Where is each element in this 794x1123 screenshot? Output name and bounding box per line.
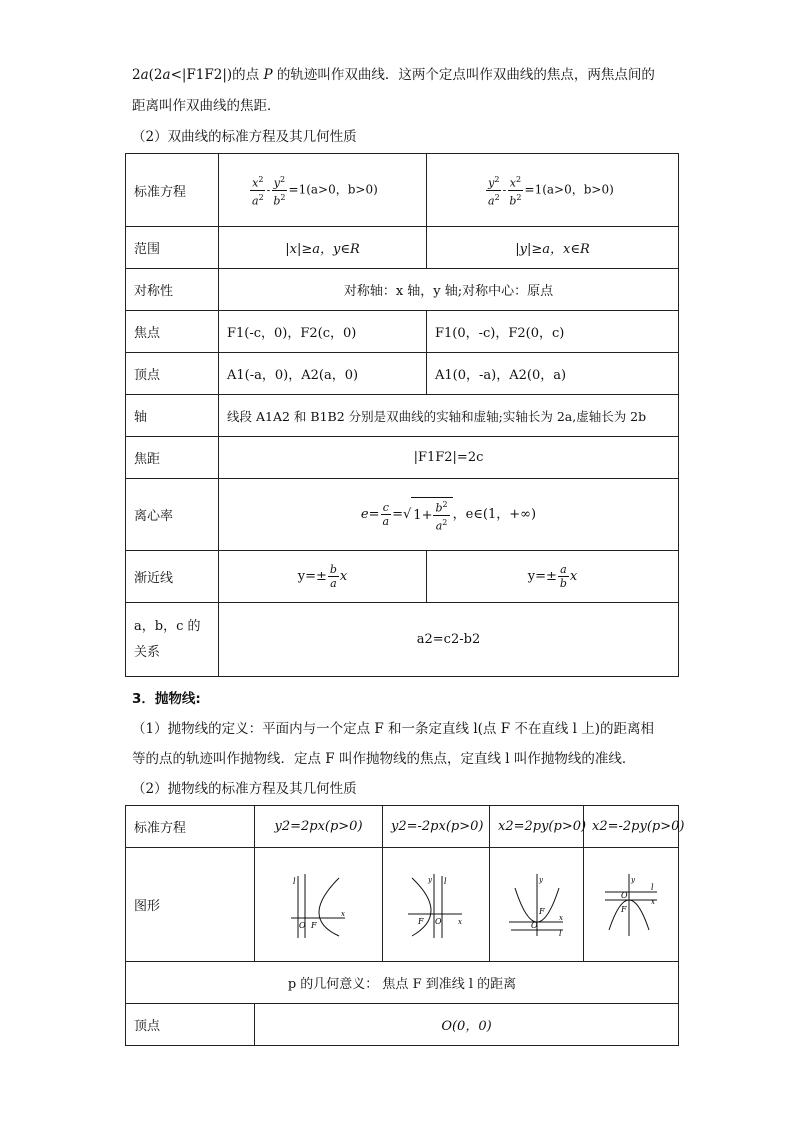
svg-text:F: F	[310, 920, 317, 930]
table-row	[126, 1004, 679, 1046]
row-label: 焦点	[126, 311, 219, 353]
svg-text:O: O	[435, 916, 442, 926]
row-label: 离心率	[126, 479, 219, 551]
svg-text:O: O	[530, 920, 538, 930]
row-label: 范围	[126, 227, 219, 269]
table-row	[126, 311, 679, 353]
symmetry-value: 对称轴：x 轴，y 轴;对称中心：原点	[219, 269, 679, 311]
foci-horizontal: F1(-c，0)，F2(c，0)	[219, 311, 427, 353]
table-row	[126, 353, 679, 395]
asymptote-horizontal: y=± $\frac{b}{a}$ x	[219, 551, 427, 603]
foci-vertical: F1(0，-c)，F2(0，c)	[427, 311, 679, 353]
vertices-horizontal: A1(-a，0)，A2(a，0)	[219, 353, 427, 395]
parabola-def-line-2: 等的点的轨迹叫作抛物线．定点 F 叫作抛物线的焦点，定直线 l 叫作抛物线的准线．	[132, 751, 636, 767]
table-row	[126, 437, 679, 479]
parabola-eq-up: x2=2py(p>0)	[490, 806, 584, 848]
svg-text:x: x	[558, 913, 563, 922]
table-row	[126, 269, 679, 311]
table-row	[126, 154, 679, 227]
svg-text:O: O	[298, 920, 306, 930]
svg-text:y: y	[631, 875, 635, 884]
axis-value: 线段 A1A2 和 B1B2 分别是双曲线的实轴和虚轴;实轴长为 2a,虚轴长为 2b	[219, 395, 679, 437]
parabola-eq-right: y2=2px(p>0)	[255, 806, 383, 848]
row-label: a，b，c 的关系	[126, 603, 219, 677]
vertex-value: O(0，0)	[255, 1004, 679, 1046]
range-horizontal: |x|≥a，y∈R	[219, 227, 427, 269]
parabola-title: 3．抛物线:	[132, 691, 201, 707]
row-label: 对称性	[126, 269, 219, 311]
parabola-figure-down	[584, 848, 679, 962]
svg-text:x: x	[458, 917, 462, 926]
svg-text:l: l	[292, 876, 296, 886]
svg-text:x: x	[651, 897, 655, 906]
abc-relation-value: a2=c2-b2	[219, 603, 679, 677]
intro-line-2: 距离叫作双曲线的焦距．	[132, 98, 281, 114]
row-label: 顶点	[126, 353, 219, 395]
svg-text:F: F	[418, 916, 424, 926]
asymptote-vertical: y=± $\frac{a}{b}$ x	[427, 551, 679, 603]
parabola-figure-right	[255, 848, 383, 962]
row-label: 轴	[126, 395, 219, 437]
parabola-def-line-1: （1）抛物线的定义：平面内与一个定点 F 和一条定直线 l(点 F 不在直线 l 上)的距离相	[132, 721, 655, 737]
row-label: 图形	[126, 848, 255, 962]
parabola-figure-up	[490, 848, 584, 962]
svg-text:F: F	[621, 904, 627, 914]
hyperbola-eq-horizontal: $\frac{x^2}{a^2}$ - $\frac{y^2}{b^2}$ =1(a>0，b>0)	[219, 154, 427, 227]
table-row	[126, 227, 679, 269]
row-label: 标准方程	[126, 806, 255, 848]
hyperbola-table	[125, 153, 679, 677]
table-row	[126, 479, 679, 551]
parabola-heading: （2）抛物线的标准方程及其几何性质	[132, 781, 357, 797]
intro-line-1: 2a(2a<|F1F2|)的点 P 的轨迹叫作双曲线．这两个定点叫作双曲线的焦点，两焦点间的	[132, 67, 655, 83]
svg-text:y: y	[428, 875, 432, 884]
svg-text:l: l	[558, 928, 562, 938]
row-label: 渐近线	[126, 551, 219, 603]
table-row	[126, 806, 679, 848]
table-row	[126, 603, 679, 677]
svg-text:l: l	[651, 882, 654, 892]
svg-text:O: O	[621, 890, 628, 900]
svg-text:F: F	[538, 906, 545, 916]
table-row	[126, 962, 679, 1004]
row-label: 焦距	[126, 437, 219, 479]
svg-text:x: x	[340, 909, 345, 918]
parabola-figure-left	[383, 848, 490, 962]
range-vertical: |y|≥a，x∈R	[427, 227, 679, 269]
eccentricity-value: e= $\frac{c}{a}$ =√ 1+ $\frac{b^2}{a^2}$ ，e∈(1，+∞)	[219, 479, 679, 551]
svg-text:y: y	[538, 875, 543, 884]
parabola-eq-left: y2=-2px(p>0)	[383, 806, 490, 848]
hyperbola-eq-vertical: $\frac{y^2}{a^2}$ - $\frac{x^2}{b^2}$ =1(a>0，b>0)	[427, 154, 679, 227]
hyperbola-heading: （2）双曲线的标准方程及其几何性质	[132, 129, 357, 145]
row-label: 标准方程	[126, 154, 219, 227]
row-label: 顶点	[126, 1004, 255, 1046]
parabola-table	[125, 805, 685, 1046]
table-row	[126, 395, 679, 437]
svg-text:l: l	[444, 876, 447, 886]
parabola-eq-down: x2=-2py(p>0)	[584, 806, 679, 848]
vertices-vertical: A1(0，-a)，A2(0，a)	[427, 353, 679, 395]
table-row	[126, 551, 679, 603]
p-meaning: p 的几何意义： 焦点 F 到准线 l 的距离	[126, 962, 679, 1004]
focal-distance-value: |F1F2|=2c	[219, 437, 679, 479]
table-row	[126, 848, 679, 962]
